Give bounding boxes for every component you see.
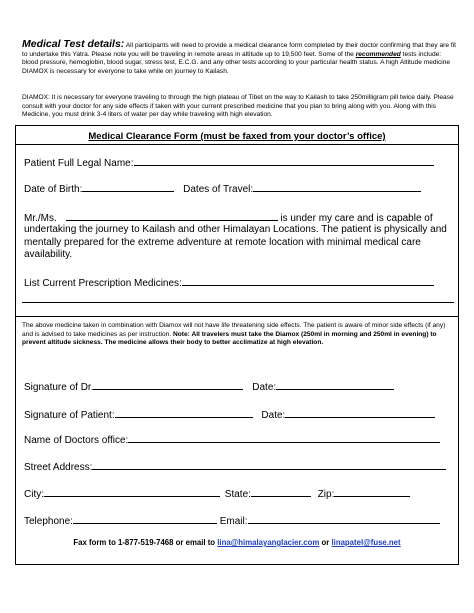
prescription-field[interactable] [182, 276, 434, 286]
signature-dr-date-field[interactable] [276, 380, 394, 390]
care-text: is under my care and is capable of [280, 213, 433, 224]
signature-patient-label: Signature of Patient: [24, 410, 115, 421]
email-link-1[interactable]: lina@himalayanglacier.com [217, 538, 320, 547]
signature-patient-row [24, 408, 435, 421]
warning-text: The above medicine taken in combination with Diamox will not have life threatening side effects. The patient is aware of minor side effects (if any) and is advised to take medicines as per instruction. [22, 322, 446, 338]
dates-row [24, 182, 421, 195]
fax-prefix: Fax form to 1-877-519-7468 or email to [73, 538, 216, 547]
intro-text-2: tests include: blood pressure, hemoglobin, blood sugar, stress test, E.C.G. and any other tests according to your particular health status. A high Altitude medicine DIAMOX is necessary for everyone to take while on journey to Kailash. [22, 50, 451, 75]
city-label: City: [24, 489, 44, 500]
prescription-row [24, 276, 434, 289]
zip-label: Zip: [317, 489, 335, 500]
signature-patient-date-field[interactable] [285, 408, 435, 418]
date-label: Date: [261, 410, 286, 421]
dob-field[interactable] [82, 182, 174, 192]
state-field[interactable] [251, 487, 311, 497]
signature-patient-field[interactable] [115, 408, 253, 418]
divider [16, 144, 458, 145]
city-field[interactable] [44, 487, 220, 497]
intro-recommended: recommended [355, 50, 401, 58]
medical-clearance-form [15, 125, 459, 565]
patient-title-name-field[interactable] [66, 211, 278, 221]
fax-instructions [0, 538, 474, 547]
mr-ms-label: Mr./Ms. [24, 213, 57, 224]
street-field[interactable] [92, 460, 446, 470]
dob-label: Date of Birth: [24, 184, 83, 195]
date-label: Date: [252, 382, 277, 393]
intro-text-1: All participants will need to provide a medical clearance form completed by their doctor confirming that they are fit to undertake this Yatra. Please note you will be traveling in remote areas in altitude up to 19,500 feet. Some of the [22, 42, 456, 58]
travel-dates-field[interactable] [253, 182, 421, 192]
intro-paragraph [22, 40, 458, 76]
travel-dates-label: Dates of Travel: [183, 184, 254, 195]
email-label: Email: [219, 516, 248, 527]
signature-dr-field[interactable] [93, 380, 243, 390]
doctors-office-label: Name of Doctors office: [24, 435, 129, 446]
doctors-office-row [24, 433, 440, 446]
patient-name-field[interactable] [134, 156, 434, 166]
fax-or: or [321, 538, 330, 547]
intro-heading: Medical Test details: [22, 38, 125, 50]
warning-note: Note: All travelers must take the Diamox (250ml in morning and 250ml in evening) to prevent altitude sickness. The medicine allows their body to better acclimatize at high elevation. [22, 330, 437, 347]
diamox-paragraph: DIAMOX: It is necessary for everyone traveling to through the high plateau of Tibet on the way to Kailash to take 250milligram pill twice daily. Please consult with your doctor for any side effects if taken with your current prescribed medicine that you plan to bring along with you. Along with this Medicine, you must drink 3-4 liters of water per day while traveling with high elevation. [22, 94, 454, 119]
state-label: State: [224, 489, 251, 500]
mr-ms-row [24, 211, 433, 224]
signature-dr-label: Signature of Dr. [24, 382, 94, 393]
signature-dr-row [24, 380, 394, 393]
doctors-office-field[interactable] [128, 433, 440, 443]
patient-name-label: Patient Full Legal Name: [24, 158, 134, 169]
email-link-2[interactable]: linapatel@fuse.net [331, 538, 401, 547]
street-label: Street Address: [24, 462, 93, 473]
divider [16, 316, 458, 317]
form-title: Medical Clearance Form (must be faxed from your doctor’s office) [88, 131, 386, 142]
email-field[interactable] [248, 514, 440, 524]
telephone-field[interactable] [73, 514, 217, 524]
patient-name-row [24, 156, 434, 169]
prescription-label: List Current Prescription Medicines: [24, 278, 182, 289]
city-row [24, 487, 410, 500]
prescription-line-2[interactable] [22, 302, 454, 303]
warning-paragraph [22, 322, 454, 348]
capability-statement: undertaking the journey to Kailash and other Himalayan Locations. The patient is physically and mentally prepared for the extreme adventure at remote location with minimal medical care availability. [24, 224, 447, 260]
zip-field[interactable] [334, 487, 410, 497]
telephone-label: Telephone: [24, 516, 73, 527]
contact-row [24, 514, 440, 527]
street-row [24, 460, 446, 473]
